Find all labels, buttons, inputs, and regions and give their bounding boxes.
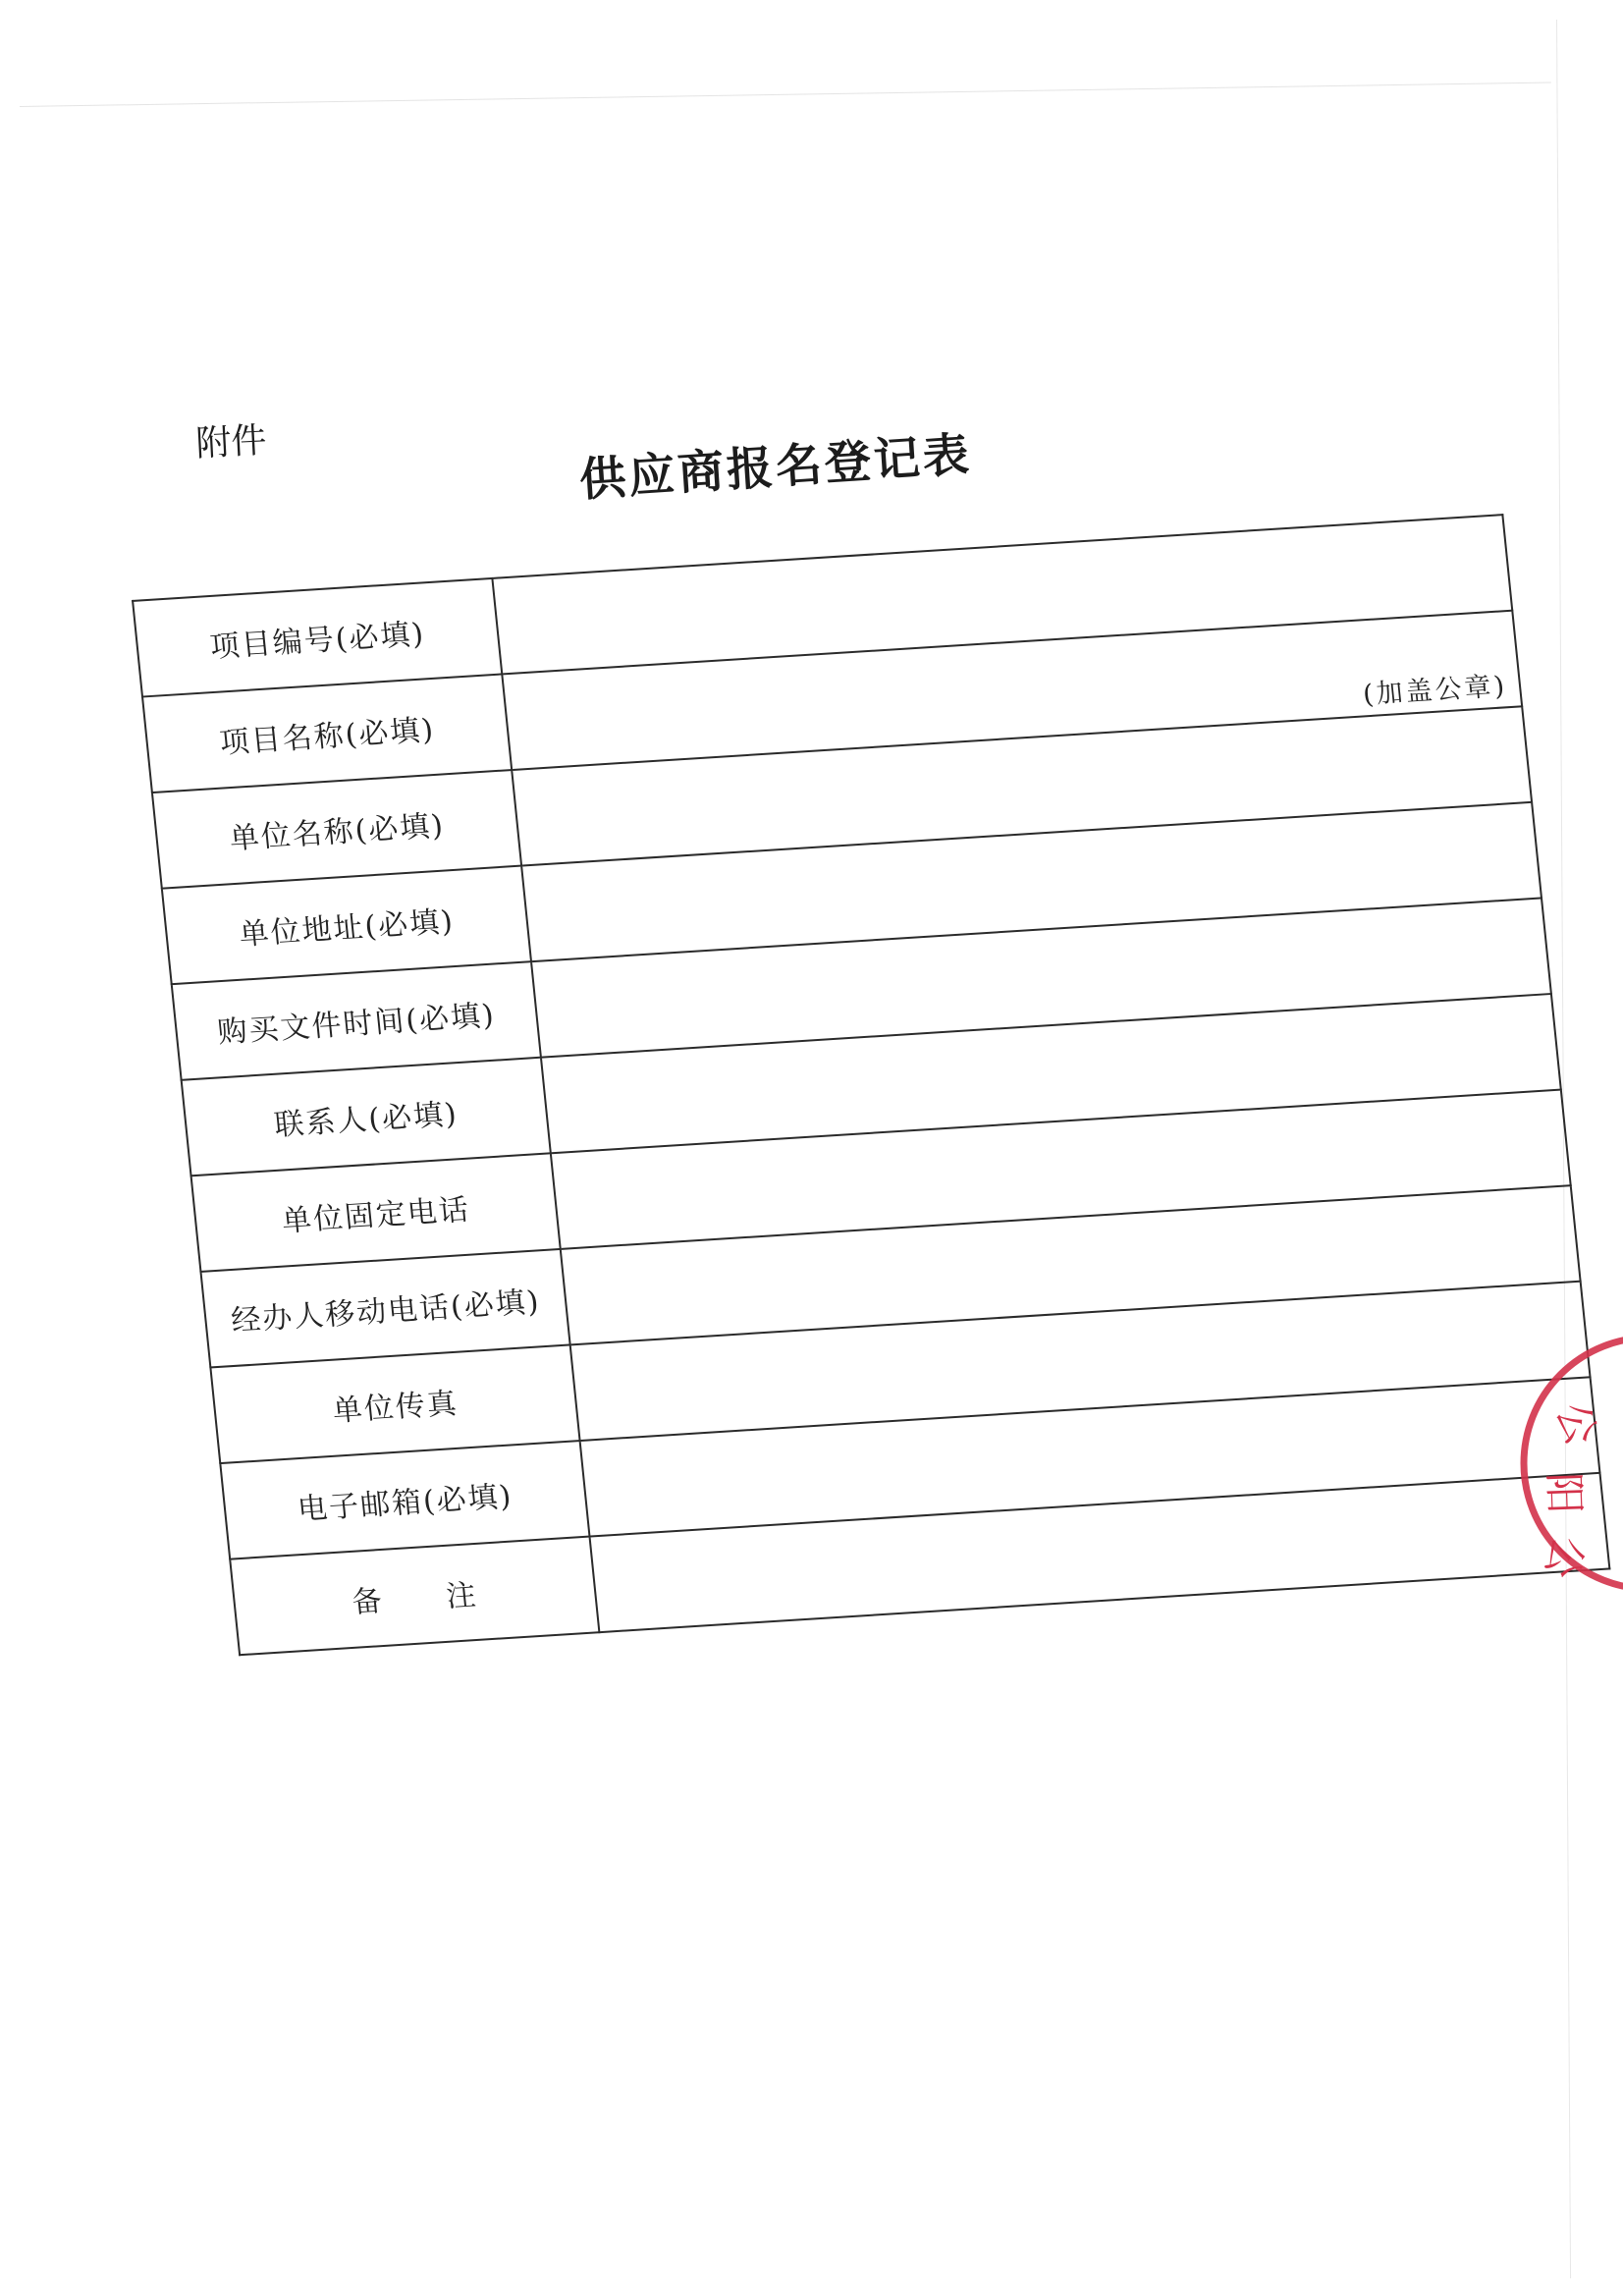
row-label: 经办人移动电话(必填) — [200, 1249, 569, 1368]
row-label: 单位名称(必填) — [152, 770, 521, 889]
registration-table — [132, 514, 1610, 1656]
registration-form — [132, 514, 1610, 1656]
attachment-label: 附件 — [194, 420, 268, 465]
seal-note: (加盖公章) — [1361, 671, 1509, 711]
row-label: 单位传真 — [210, 1344, 579, 1463]
svg-text:公: 公 — [1546, 1395, 1607, 1451]
row-label: 单位地址(必填) — [162, 866, 531, 985]
row-label: 项目名称(必填) — [142, 674, 512, 793]
scan-edge-top — [20, 82, 1551, 107]
row-label: 购买文件时间(必填) — [172, 961, 541, 1080]
row-label: 单位固定电话 — [191, 1153, 561, 1272]
svg-text:公: 公 — [1536, 1531, 1594, 1584]
svg-text:阳: 阳 — [1540, 1471, 1590, 1515]
form-title: 供应商报名登记表 — [577, 427, 974, 508]
company-seal-stamp — [1502, 1316, 1623, 1611]
row-label: 备 注 — [230, 1537, 599, 1656]
row-label: 联系人(必填) — [182, 1058, 551, 1176]
row-label: 项目编号(必填) — [133, 578, 502, 697]
row-label: 电子邮箱(必填) — [220, 1441, 589, 1559]
